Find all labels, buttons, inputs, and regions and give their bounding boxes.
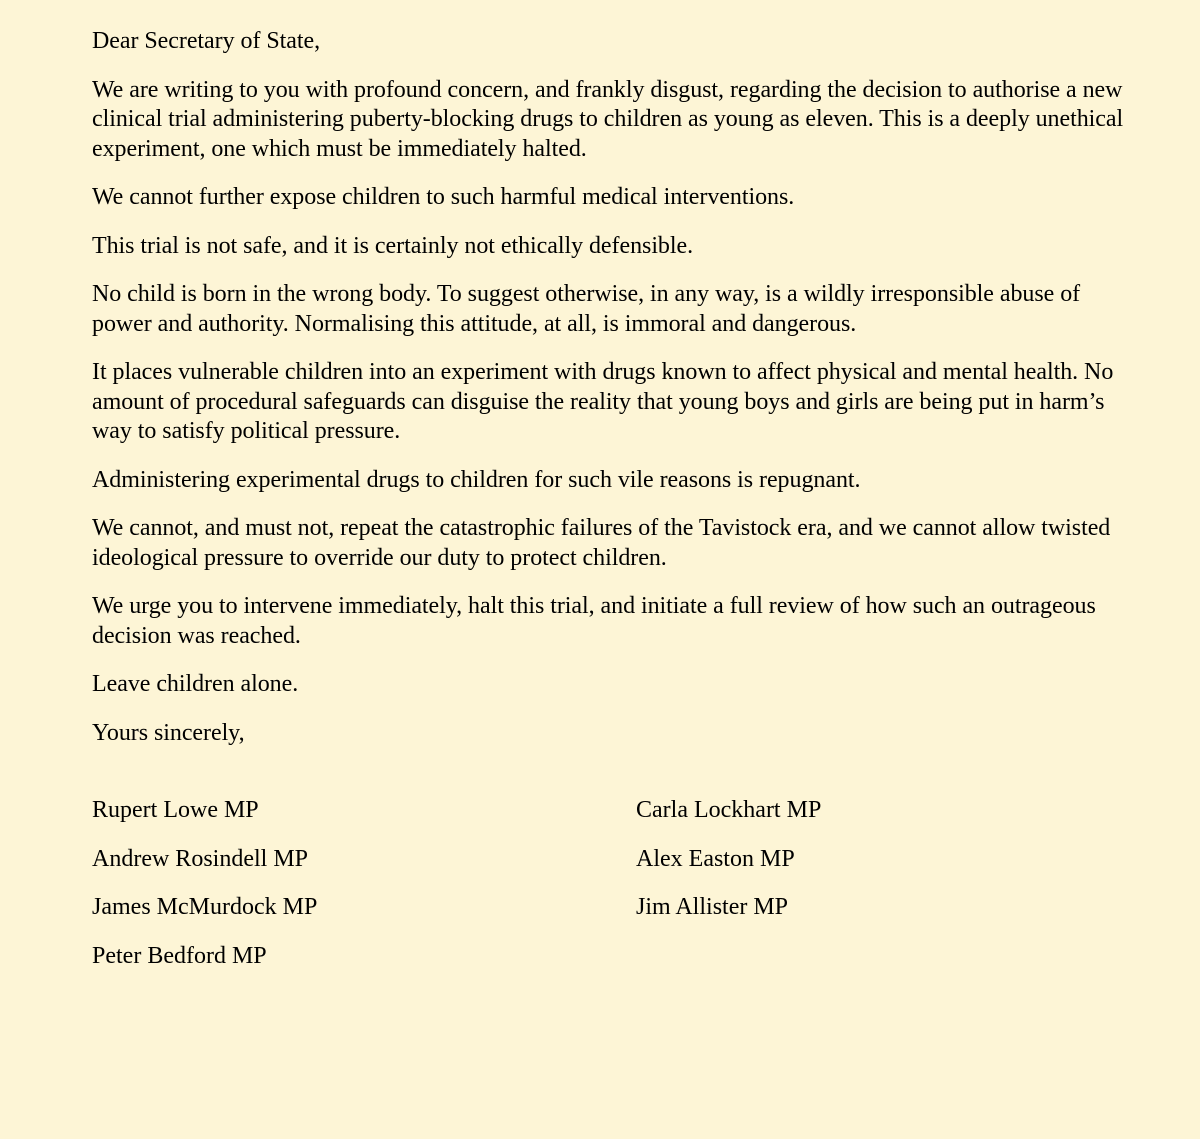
signatory: Jim Allister MP	[636, 894, 789, 920]
paragraph: We cannot, and must not, repeat the catastrophic failures of the Tavistock era, and we cannot allow twisted ideological pressure to override our duty to protect children.	[92, 515, 1111, 571]
paragraph: We are writing to you with profound concern, and frankly disgust, regarding the decision to authorise a new clinical trial administering puberty-blocking drugs to children as young as eleven. This is a deeply unethical experiment, one which must be immediately halted.	[92, 76, 1124, 162]
salutation: Dear Secretary of State,	[92, 28, 321, 54]
signatory: Carla Lockhart MP	[636, 797, 822, 823]
signatory: Alex Easton MP	[636, 845, 795, 872]
paragraph: No child is born in the wrong body. To suggest otherwise, in any way, is a wildly irresponsible abuse of power and authority. Normalising this attitude, at all, is immoral and dangerous.	[92, 281, 1081, 337]
paragraph: This trial is not safe, and it is certainly not ethically defensible.	[92, 232, 694, 259]
paragraph: We cannot further expose children to such harmful medical interventions.	[92, 184, 795, 210]
paragraph: It places vulnerable children into an experiment with drugs known to affect physical and mental health. No amount of procedural safeguards can disguise the reality that young boys and girls are being put in harm’s way to satisfy political pressure.	[92, 359, 1114, 444]
signatory: Rupert Lowe MP	[92, 797, 259, 823]
signatories-left-column	[92, 796, 317, 990]
signatories-right-column	[636, 796, 821, 942]
paragraph: We urge you to intervene immediately, halt this trial, and initiate a full review of how such an outrageous decision was reached.	[92, 593, 1096, 649]
closing: Yours sincerely,	[92, 719, 245, 746]
signatory: Andrew Rosindell MP	[92, 845, 308, 872]
letter-body	[92, 27, 1132, 767]
paragraph: Administering experimental drugs to children for such vile reasons is repugnant.	[92, 466, 861, 493]
paragraph: Leave children alone.	[92, 671, 299, 697]
signatory: Peter Bedford MP	[92, 942, 267, 969]
signatory: James McMurdock MP	[92, 894, 318, 920]
